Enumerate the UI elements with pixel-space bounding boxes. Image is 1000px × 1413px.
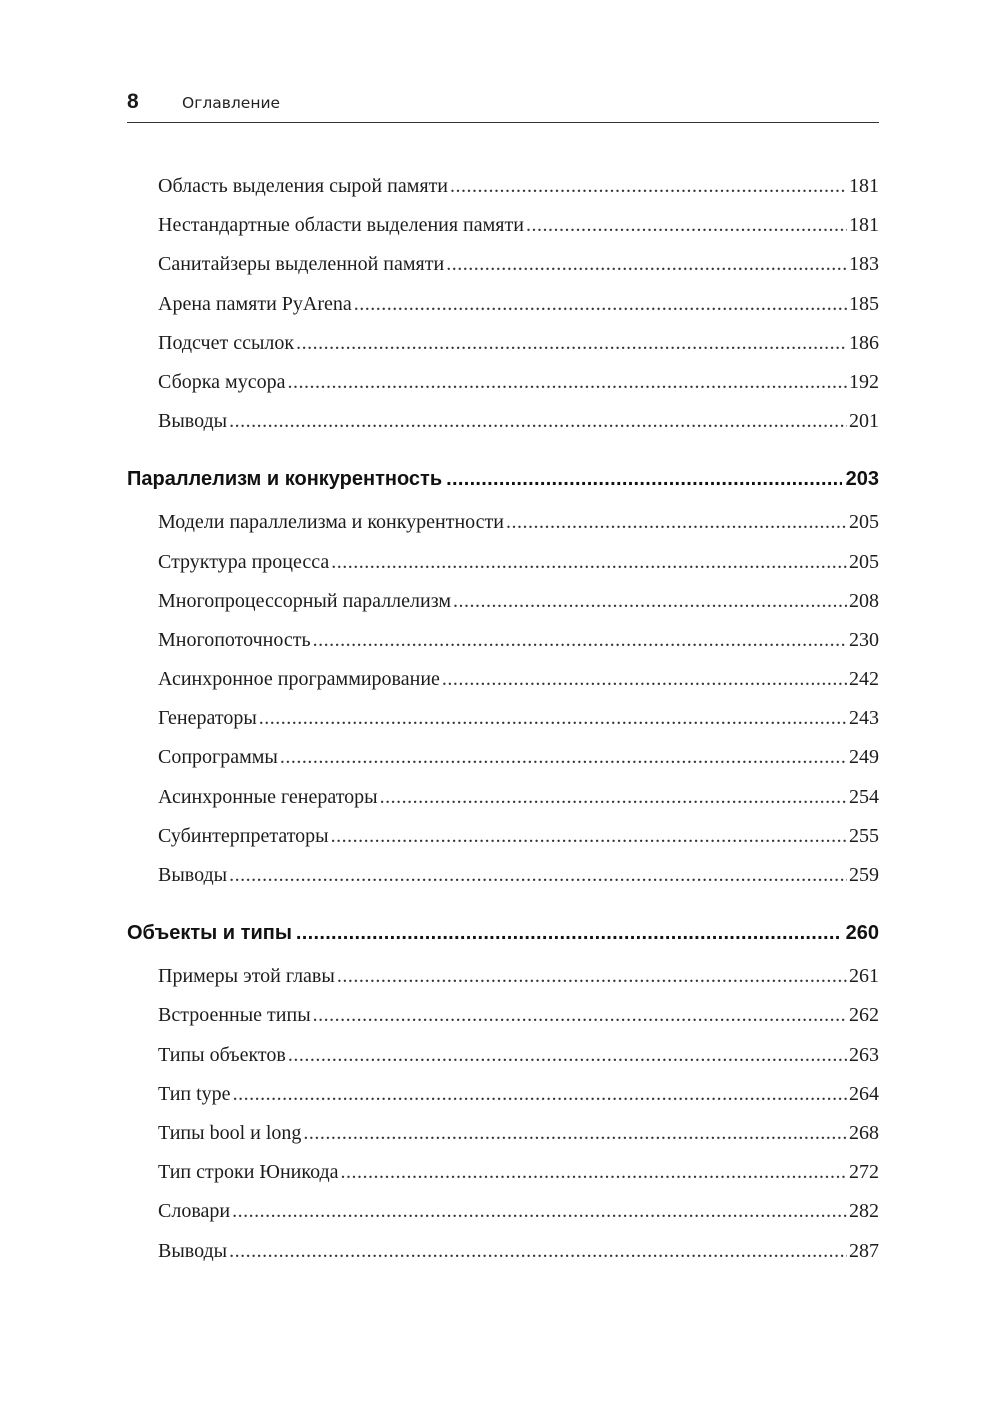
toc-entry[interactable] — [127, 699, 879, 738]
toc-chapter-page: 260 — [845, 922, 879, 945]
toc-entry-title: Асинхронные генераторы — [158, 785, 378, 808]
toc-chapter-title: Параллелизм и конкурентность — [127, 468, 443, 491]
toc-entry[interactable] — [127, 1036, 879, 1075]
toc-entry-page: 255 — [849, 824, 879, 847]
dot-leader — [446, 245, 847, 284]
toc-chapter-heading[interactable] — [127, 459, 879, 499]
dot-leader — [233, 1075, 847, 1114]
dot-leader — [296, 913, 842, 953]
toc-entry[interactable] — [127, 582, 879, 621]
toc-entry-page: 205 — [849, 550, 879, 573]
dot-leader — [259, 699, 847, 738]
dot-leader — [446, 459, 841, 499]
toc-chapter-title: Объекты и типы — [127, 922, 292, 945]
dot-leader — [442, 660, 847, 699]
toc-entry[interactable] — [127, 996, 879, 1035]
toc-entry[interactable] — [127, 503, 879, 542]
toc-entry[interactable] — [127, 738, 879, 777]
page-header — [127, 88, 879, 123]
toc-entry-title: Модели параллелизма и конкурентности — [158, 511, 504, 534]
toc-entry[interactable] — [127, 957, 879, 996]
dot-leader — [296, 324, 847, 363]
toc-entry-title: Нестандартные области выделения памяти — [158, 214, 524, 237]
toc-entry-title: Санитайзеры выделенной памяти — [158, 253, 445, 276]
toc-entry-title: Сборка мусора — [158, 370, 286, 393]
toc-chapter-page: 203 — [845, 468, 879, 491]
toc-entry-title: Многопоточность — [158, 628, 311, 651]
toc-entry-page: 259 — [849, 864, 879, 886]
toc-chapter-heading[interactable] — [127, 913, 879, 953]
dot-leader — [313, 996, 847, 1035]
dot-leader — [280, 738, 847, 777]
toc-entry-title: Арена памяти PyArena — [158, 292, 352, 315]
toc-entry[interactable] — [127, 1192, 879, 1231]
toc-entry-page: 282 — [849, 1200, 879, 1223]
dot-leader — [506, 503, 847, 542]
toc-entry-page: 230 — [849, 628, 879, 651]
toc-entry-title: Тип строки Юникода — [158, 1161, 339, 1184]
dot-leader — [229, 1232, 847, 1271]
toc-entry-title: Типы объектов — [158, 1043, 286, 1066]
toc-entry[interactable] — [127, 402, 879, 441]
toc-entry[interactable] — [127, 660, 879, 699]
toc-entry-page: 254 — [849, 785, 879, 808]
dot-leader — [287, 363, 847, 402]
toc-entry-page: 287 — [849, 1239, 879, 1262]
toc-entry[interactable] — [127, 778, 879, 817]
toc-entry[interactable] — [127, 817, 879, 856]
toc-entry-page: 268 — [849, 1121, 879, 1144]
toc-entry[interactable] — [127, 1153, 879, 1192]
toc-entry-title: Выводы — [158, 864, 228, 886]
toc-entry[interactable] — [127, 245, 879, 284]
toc-entry-page: 261 — [849, 965, 879, 988]
toc-entry-title: Типы bool и long — [158, 1121, 302, 1144]
dot-leader — [450, 167, 847, 206]
toc-entry-title: Тип type — [158, 1082, 231, 1105]
toc-entry-page: 208 — [849, 589, 879, 612]
toc-entry-title: Встроенные типы — [158, 1004, 311, 1027]
table-of-contents — [127, 167, 879, 1271]
toc-entry-page: 264 — [849, 1082, 879, 1105]
toc-entry[interactable] — [127, 1075, 879, 1114]
toc-entry-page: 205 — [849, 511, 879, 534]
running-head: Оглавление — [182, 94, 281, 112]
toc-entry[interactable] — [127, 543, 879, 582]
toc-entry[interactable] — [127, 285, 879, 324]
toc-entry-page: 183 — [849, 253, 879, 276]
dot-leader — [354, 285, 847, 324]
dot-leader — [303, 1114, 847, 1153]
toc-entry-title: Структура процесса — [158, 550, 330, 573]
toc-entry-page: 242 — [849, 668, 879, 691]
toc-entry-page: 181 — [849, 214, 879, 237]
toc-entry[interactable] — [127, 167, 879, 206]
dot-leader — [331, 543, 847, 582]
toc-entry[interactable] — [127, 1232, 879, 1271]
dot-leader — [337, 957, 847, 996]
toc-entry-page: 201 — [849, 410, 879, 433]
toc-entry-title: Подсчет ссылок — [158, 331, 295, 354]
toc-entry-title: Асинхронное программирование — [158, 668, 440, 691]
toc-entry[interactable] — [127, 363, 879, 402]
toc-entry-title: Словари — [158, 1200, 231, 1223]
dot-leader — [232, 1192, 847, 1231]
toc-entry-page: 185 — [849, 292, 879, 315]
toc-entry[interactable] — [127, 1114, 879, 1153]
toc-entry-page: 272 — [849, 1161, 879, 1184]
toc-entry-title: Многопроцессорный параллелизм — [158, 589, 451, 612]
toc-entry-page: 186 — [849, 331, 879, 354]
dot-leader — [229, 402, 847, 441]
toc-entry-title: Выводы — [158, 1239, 228, 1262]
page-number: 8 — [127, 90, 139, 113]
toc-entry-title: Область выделения сырой памяти — [158, 175, 449, 197]
toc-entry-title: Субинтерпретаторы — [158, 824, 329, 847]
toc-entry[interactable] — [127, 324, 879, 363]
dot-leader — [288, 1036, 847, 1075]
toc-entry-page: 249 — [849, 746, 879, 769]
dot-leader — [331, 817, 847, 856]
toc-entry-title: Примеры этой главы — [158, 965, 335, 988]
dot-leader — [380, 778, 847, 817]
toc-entry-page: 243 — [849, 707, 879, 730]
toc-entry-page: 192 — [849, 370, 879, 393]
toc-entry-title: Выводы — [158, 410, 228, 433]
toc-entry[interactable] — [127, 206, 879, 245]
dot-leader — [229, 856, 847, 895]
dot-leader — [313, 621, 847, 660]
toc-entry-title: Сопрограммы — [158, 746, 278, 769]
dot-leader — [526, 206, 847, 245]
dot-leader — [453, 582, 847, 621]
toc-entry-title: Генераторы — [158, 707, 257, 730]
toc-entry[interactable] — [127, 621, 879, 660]
toc-entry[interactable] — [127, 856, 879, 895]
toc-entry-page: 263 — [849, 1043, 879, 1066]
toc-entry-page: 181 — [849, 175, 879, 197]
dot-leader — [341, 1153, 847, 1192]
toc-entry-page: 262 — [849, 1004, 879, 1027]
